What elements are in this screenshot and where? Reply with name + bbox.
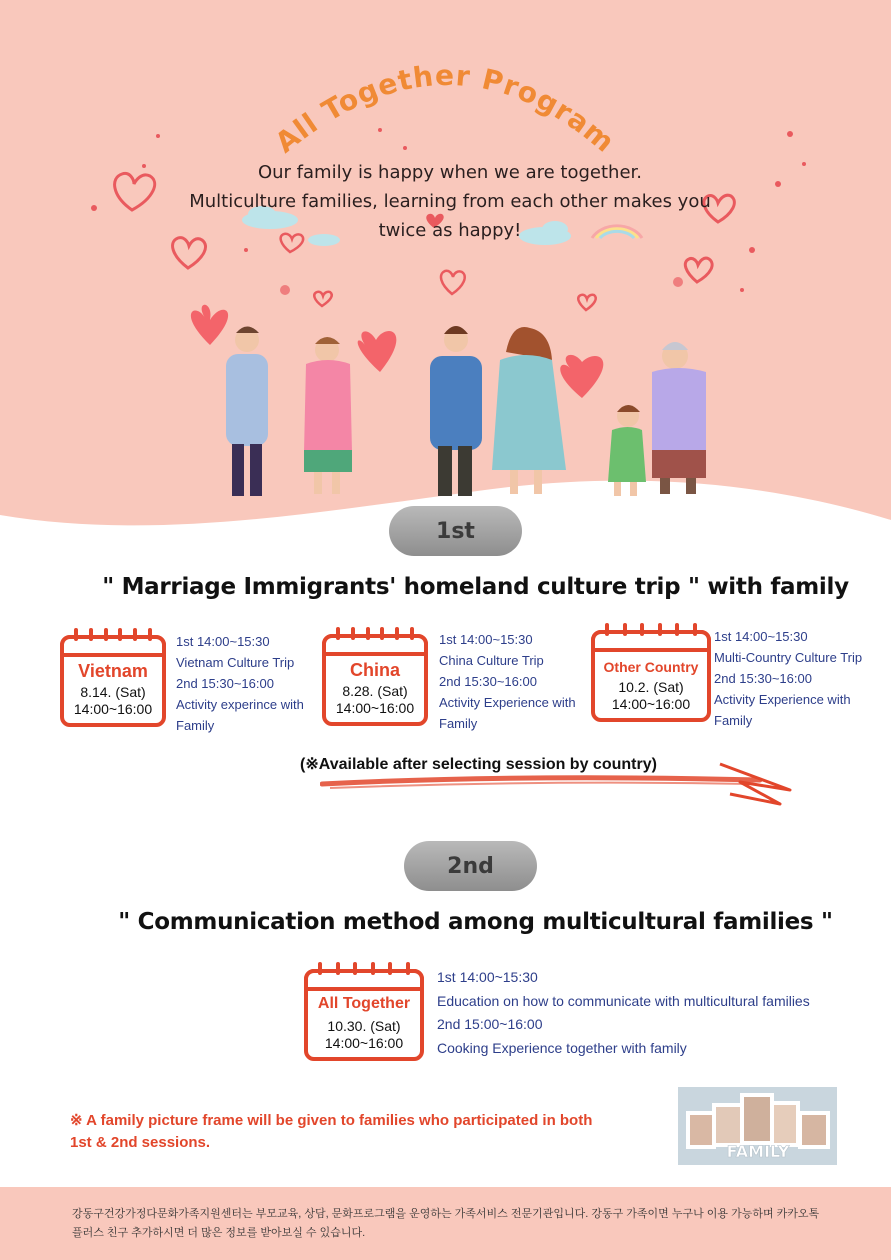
detail-line: 1st 14:00~15:30 [176, 634, 270, 649]
detail-line: Activity Experience with [439, 695, 576, 710]
session-1-pill: 1st [389, 506, 522, 556]
all-together-details [437, 966, 810, 1060]
detail-line: Activity Experience with [714, 692, 851, 707]
detail-line: Activity experince with [176, 697, 304, 712]
session-1-heading: " Marriage Immigrants' homeland culture trip " with family [102, 574, 849, 600]
detail-line: China Culture Trip [439, 653, 544, 668]
calendar-time: 14:00~16:00 [611, 696, 691, 712]
availability-note: (※Available after selecting session by country) [300, 756, 657, 773]
svg-text:All Together Program: All Together Program [268, 58, 622, 160]
tagline-line-2: Multiculture families, learning from each other makes you [189, 191, 711, 212]
other-country-details [714, 626, 862, 731]
calendar-country: Vietnam [78, 661, 148, 681]
calendar-country: China [349, 660, 400, 680]
detail-line: 1st 14:00~15:30 [714, 629, 808, 644]
detail-line: Vietnam Culture Trip [176, 655, 295, 670]
detail-line: Multi-Country Culture Trip [714, 650, 863, 665]
detail-line: Family [714, 713, 753, 728]
calendar-time: 14:00~16:00 [335, 700, 415, 716]
footer [0, 1187, 891, 1260]
calendar-date: 8.28. (Sat) [342, 683, 408, 699]
vietnam-details [176, 631, 304, 736]
calendar-time: 14:00~16:00 [73, 701, 153, 717]
tagline-line-1: Our family is happy when we are together. [257, 162, 642, 183]
calendar-country: All Together [317, 995, 411, 1012]
calendar-date: 10.2. (Sat) [618, 679, 684, 695]
detail-line: 2nd 15:00~16:00 [437, 1016, 543, 1032]
session-2-pill: 2nd [404, 841, 537, 891]
detail-line: Family [439, 716, 478, 731]
gift-note-line: ※ A family picture frame will be given to families who participated in both [70, 1112, 593, 1129]
calendar-date: 10.30. (Sat) [327, 1018, 401, 1034]
detail-line: Family [176, 718, 215, 733]
calendar-all-together [304, 969, 424, 1061]
detail-line: Cooking Experience together with family [437, 1039, 687, 1056]
hero-tagline [140, 158, 760, 245]
calendar-date: 8.14. (Sat) [80, 684, 146, 700]
calendar-time: 14:00~16:00 [324, 1035, 404, 1051]
program-title [250, 40, 650, 170]
session-2-heading: " Communication method among multicultural families " [118, 909, 833, 935]
china-details [439, 629, 576, 734]
detail-line: 1st 14:00~15:30 [437, 969, 538, 985]
detail-line: 2nd 15:30~16:00 [714, 671, 812, 686]
calendar-other-country [591, 630, 711, 722]
hero-banner [0, 0, 891, 560]
svg-text:FAMILY: FAMILY [726, 1142, 790, 1161]
detail-line: 2nd 15:30~16:00 [439, 674, 537, 689]
gift-note-line: 1st & 2nd sessions. [70, 1134, 211, 1151]
gift-note [70, 1110, 592, 1154]
calendar-vietnam [60, 635, 166, 727]
calendar-country: Other Country [603, 659, 699, 675]
detail-line: 2nd 15:30~16:00 [176, 676, 274, 691]
family-photo-frame-icon [678, 1087, 837, 1165]
footer-text: 강동구건강가정다문화가족지원센터는 부모교육, 상담, 문화프로그램을 운영하는 가족서비스 전문기관입니다. 강동구 가족이면 누구나 이용 가능하며 카카오톡 플러스 친구 추가하시면 더 많은 정보를 받아보실 수 있습니다. [72, 1208, 820, 1239]
detail-line: 1st 14:00~15:30 [439, 632, 533, 647]
detail-line: Education on how to communicate with multicultural families [437, 992, 810, 1009]
tagline-line-3: twice as happy! [378, 220, 522, 241]
calendar-china [322, 634, 428, 726]
